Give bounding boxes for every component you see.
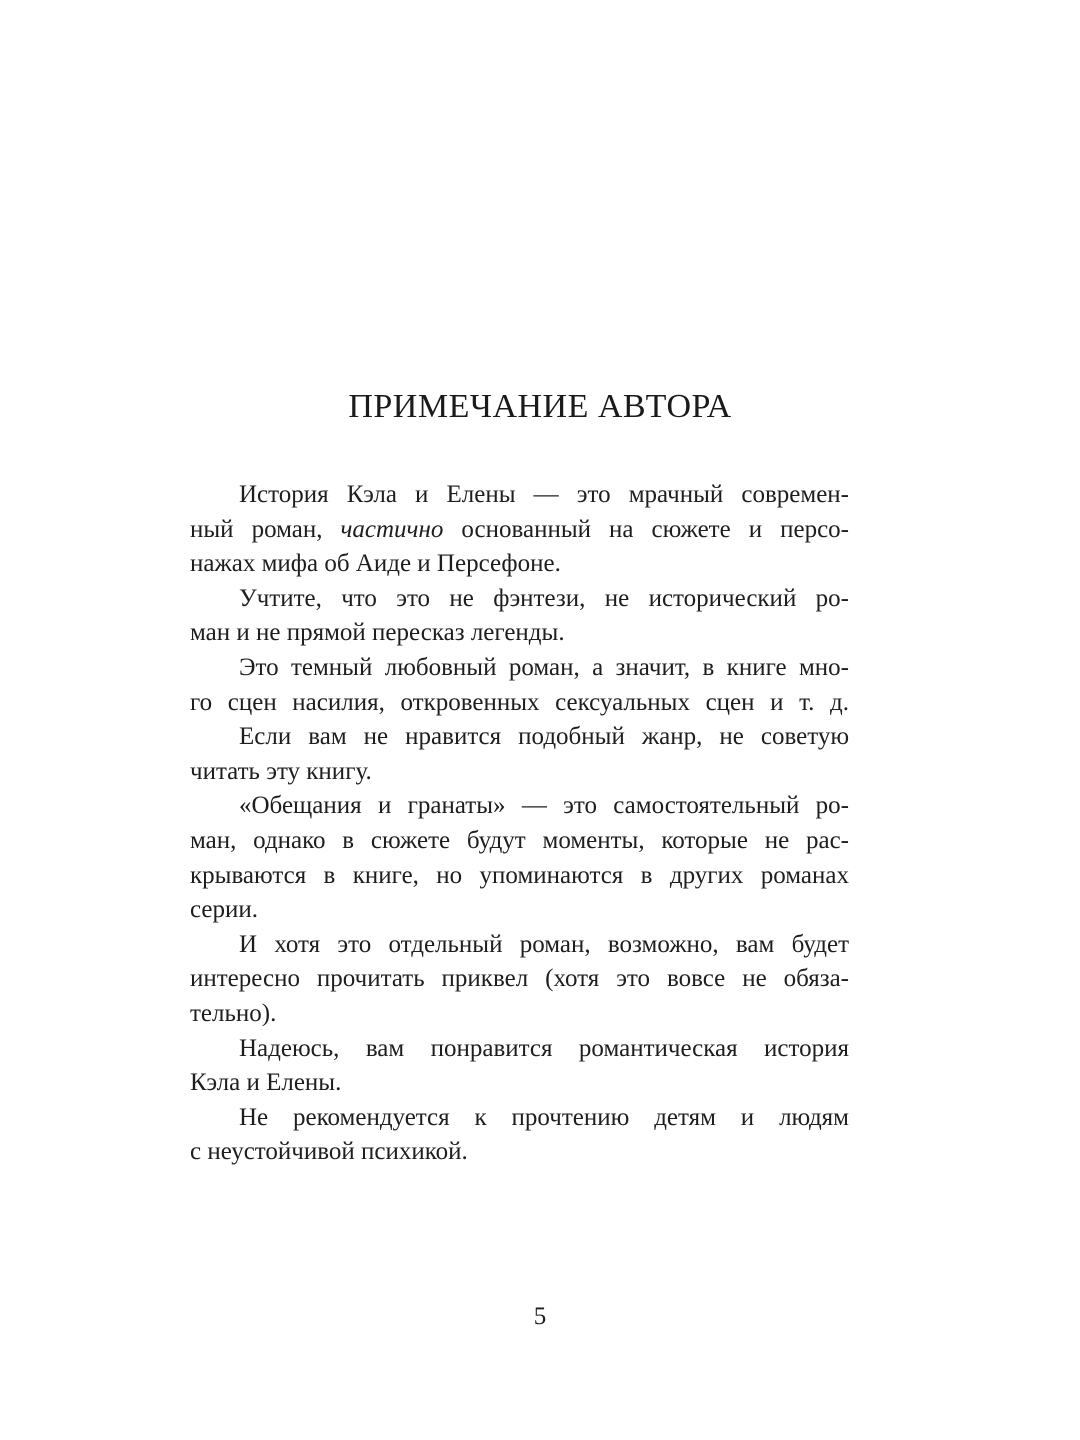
text-line: История Кэла и Елены — это мрачный современ- <box>239 481 849 508</box>
author-note-body <box>190 478 849 1170</box>
text-line: Это темный любовный роман, а значит, в книге мно- <box>239 653 849 681</box>
text-line: Учтите, что это не фэнтези, не исторический ро- <box>239 584 849 612</box>
page-number: 5 <box>533 1303 547 1330</box>
text-line: Кэла и Елены. <box>190 1069 342 1097</box>
text-line: Надеюсь, вам понравится романтическая история <box>239 1034 849 1062</box>
text-line: с неустойчивой психикой. <box>190 1138 468 1166</box>
text-line: тельно). <box>190 999 277 1027</box>
text-line <box>190 513 849 548</box>
text-line: И хотя это отдельный роман, возможно, вам будет <box>239 930 849 958</box>
page-title: ПРИМЕЧАНИЕ АВТОРА <box>348 388 732 425</box>
text-line: го сцен насилия, откровенных сексуальных сцен и т. д. <box>190 688 849 716</box>
text-line: нажах мифа об Аиде и Персефоне. <box>190 550 561 578</box>
text-line: читать эту книгу. <box>190 757 372 785</box>
text-line: ман и не прямой пересказ легенды. <box>190 619 565 647</box>
text-line: ман, однако в сюжете будут моменты, которые не рас- <box>190 826 849 854</box>
text-line: Если вам не нравится подобный жанр, не советую <box>239 723 849 751</box>
text-fragment: ный роман, <box>190 515 341 543</box>
text-line: «Обещания и гранаты» — это самостоятельный ро- <box>239 792 849 820</box>
text-fragment: основанный на сюжете и персо- <box>443 515 849 543</box>
text-line: крываются в книге, но упоминаются в других романах <box>190 861 849 889</box>
text-line: интересно прочитать приквел (хотя это вовсе не обяза- <box>190 965 849 993</box>
emphasis-text: частично <box>340 515 444 543</box>
text-line: серии. <box>190 896 259 924</box>
text-line: Не рекомендуется к прочтению детям и людям <box>239 1103 849 1131</box>
